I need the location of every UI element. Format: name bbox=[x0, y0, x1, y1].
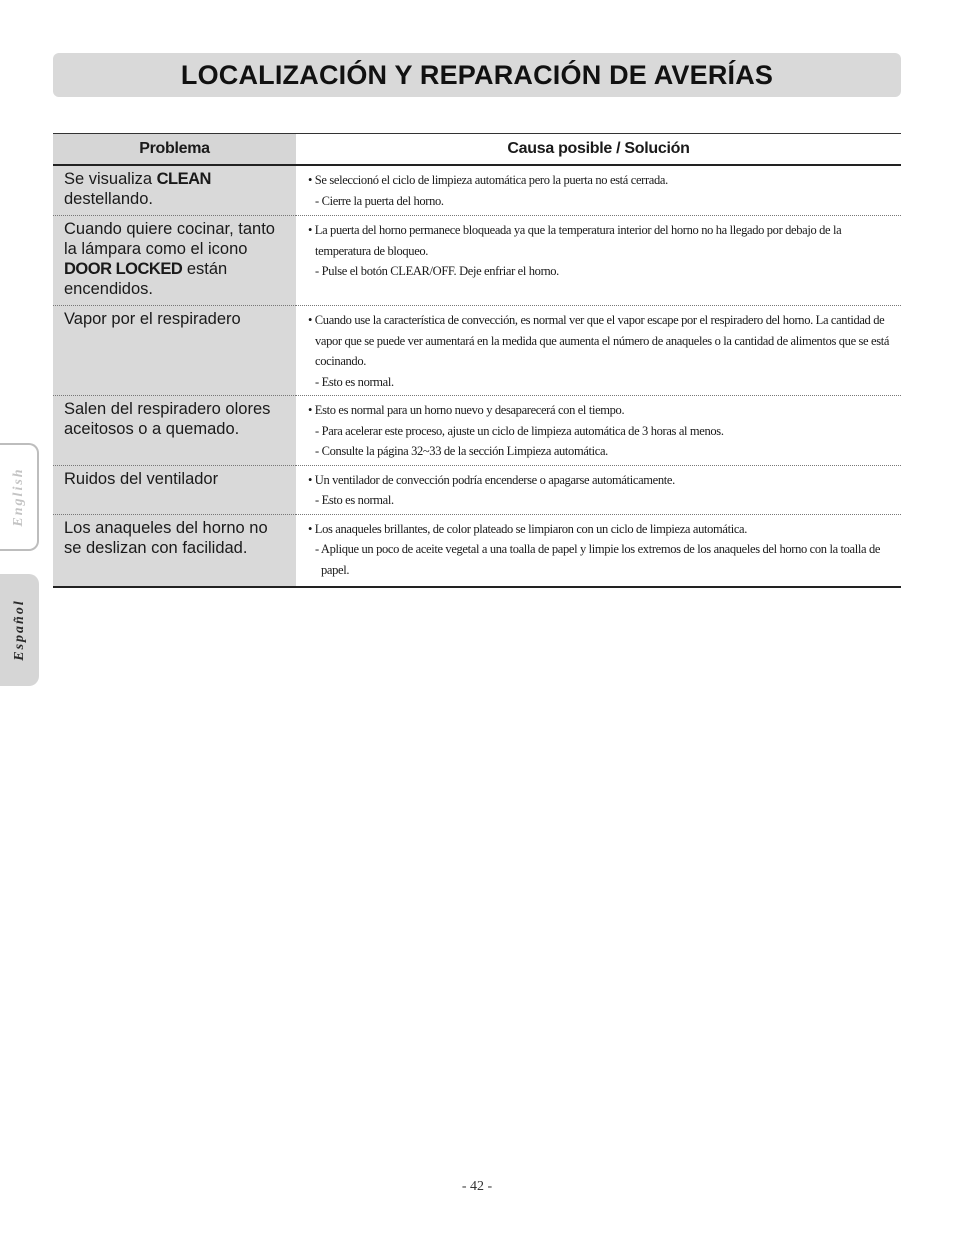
problem-text: Salen del respiradero olores aceitosos o a quemado. bbox=[64, 400, 271, 438]
problem-cell bbox=[53, 306, 296, 396]
troubleshooting-table bbox=[53, 133, 901, 588]
solution-cell bbox=[296, 465, 901, 514]
solution-step: - Esto es normal. bbox=[315, 374, 394, 389]
page-number: - 42 - bbox=[461, 1179, 493, 1194]
problem-keyword: CLEAN bbox=[156, 170, 211, 188]
header-problem: Problema bbox=[53, 134, 296, 166]
header-solution: Causa posible / Solución bbox=[296, 134, 901, 166]
problem-text: Cuando quiere cocinar, tanto la lámpara como el icono bbox=[64, 220, 275, 258]
problem-text-end: están encendidos. bbox=[64, 260, 228, 298]
solution-step: - Esto es normal. bbox=[315, 493, 394, 507]
tab-english[interactable] bbox=[0, 443, 39, 551]
solution-bullet: • Se seleccionó el ciclo de limpieza automática pero la puerta no está cerrada. bbox=[308, 173, 668, 187]
tab-spanish[interactable] bbox=[0, 574, 39, 686]
problem-cell bbox=[53, 165, 296, 216]
solution-bullet: • Un ventilador de convección podría encenderse o apagarse automáticamente. bbox=[308, 472, 675, 487]
problem-text: Los anaqueles del horno no se deslizan con facilidad. bbox=[64, 518, 268, 557]
problem-keyword: DOOR LOCKED bbox=[64, 260, 183, 278]
solution-cell bbox=[296, 165, 901, 216]
table-header-row bbox=[53, 134, 901, 166]
problem-text: Vapor por el respiradero bbox=[64, 310, 241, 328]
title-bar bbox=[53, 53, 901, 97]
problem-cell bbox=[53, 465, 296, 514]
solution-bullet: • La puerta del horno permanece bloqueada ya que la temperatura interior del horno no ha llegado por debajo de la temperatura de bloqueo. bbox=[308, 223, 842, 258]
table-row bbox=[53, 396, 901, 466]
solution-cell bbox=[296, 216, 901, 306]
solution-bullet: • Cuando use la característica de convección, es normal ver que el vapor escape por el respiradero del horno. La cantidad de vapor que se puede ver aumentará en la medida que aumenta el número de anaqueles o la cantidad de alimentos que se está cocinando. bbox=[308, 313, 890, 368]
solution-cell bbox=[296, 306, 901, 396]
problem-text: Se visualiza bbox=[64, 170, 157, 188]
solution-cell bbox=[296, 514, 901, 587]
tab-english-label: English bbox=[10, 467, 26, 527]
solution-step: - Aplique un poco de aceite vegetal a una toalla de papel y limpie los extremos de los anaqueles del horno con la toalla de papel. bbox=[315, 542, 881, 577]
problem-cell bbox=[53, 396, 296, 466]
solution-step: - Consulte la página 32~33 de la sección Limpieza automática. bbox=[315, 444, 608, 458]
solution-step: - Cierre la puerta del horno. bbox=[315, 193, 444, 208]
table-row bbox=[53, 465, 901, 514]
solution-bullet: • Los anaqueles brillantes, de color plateado se limpiaron con un ciclo de limpieza automática. bbox=[308, 521, 748, 536]
table-row bbox=[53, 216, 901, 306]
table-row bbox=[53, 514, 901, 587]
table-row bbox=[53, 306, 901, 396]
problem-cell bbox=[53, 514, 296, 587]
problem-cell bbox=[53, 216, 296, 306]
solution-bullet: • Esto es normal para un horno nuevo y desaparecerá con el tiempo. bbox=[308, 403, 625, 417]
problem-text: Ruidos del ventilador bbox=[64, 469, 219, 488]
problem-text-end: destellando. bbox=[64, 190, 153, 208]
page-title: LOCALIZACIÓN Y REPARACIÓN DE AVERÍAS bbox=[180, 59, 774, 90]
solution-cell bbox=[296, 396, 901, 466]
table-row bbox=[53, 165, 901, 216]
tab-spanish-label: Español bbox=[11, 599, 27, 661]
solution-step: - Pulse el botón CLEAR/OFF. Deje enfriar el horno. bbox=[315, 264, 559, 278]
solution-step: - Para acelerar este proceso, ajuste un ciclo de limpieza automática de 3 horas al menos. bbox=[315, 423, 724, 438]
